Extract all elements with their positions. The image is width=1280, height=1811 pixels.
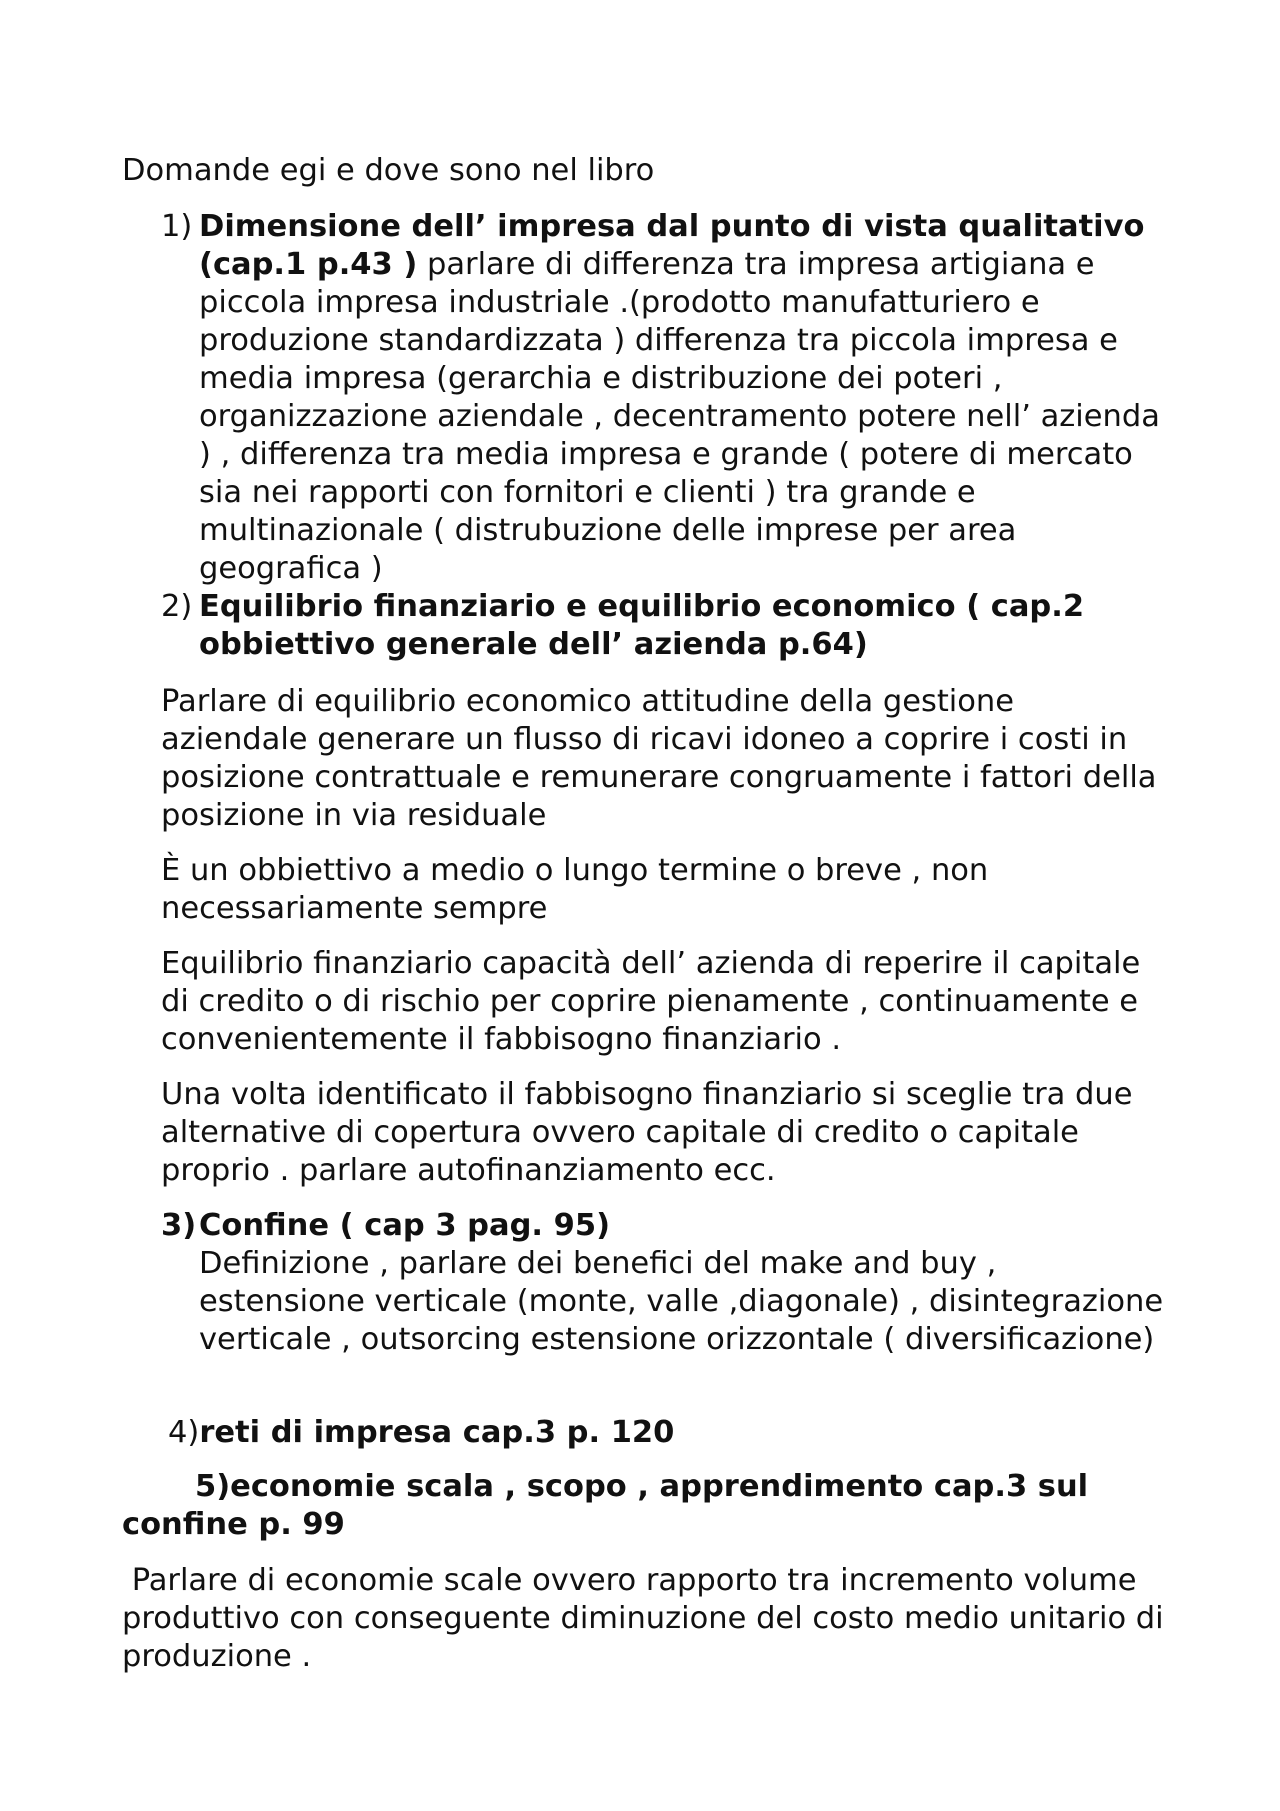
item1-line8: sia nei rapporti con fornitori e clienti ) tra grande e [199, 475, 976, 510]
para5-line1: Parlare di economie scale ovvero rapporto tra incremento volume [122, 1563, 1137, 1598]
para4-line3: proprio . parlare autofinanziamento ecc. [161, 1153, 776, 1188]
item2-heading-line1: Equilibrio finanziario e equilibrio economico ( cap.2 [199, 589, 1085, 624]
list-number-2: 2) [161, 589, 193, 624]
item3-line4: verticale , outsorcing estensione orizzontale ( diversificazione) [199, 1322, 1155, 1357]
para1-line3: posizione contrattuale e remunerare congruamente i fattori della [161, 760, 1157, 795]
item1-heading-line2: (cap.1 p.43 ) [199, 247, 418, 282]
item1-line2 [199, 246, 1095, 284]
item1-line3: piccola impresa industriale .(prodotto manufatturiero e [199, 285, 1040, 320]
item5-heading-line1: 5)economie scala , scopo , apprendimento cap.3 sul [195, 1469, 1089, 1504]
item1-heading-line1: Dimensione dell’ impresa dal punto di vista qualitativo [199, 209, 1145, 244]
item4-line [168, 1414, 674, 1452]
item1-line6: organizzazione aziendale , decentramento potere nell’ azienda [199, 399, 1160, 434]
para4-line2: alternative di copertura ovvero capitale di credito o capitale [161, 1115, 1079, 1150]
item3-line2: Definizione , parlare dei benefici del make and buy , [199, 1246, 997, 1281]
item3-line3: estensione verticale (monte, valle ,diagonale) , disintegrazione [199, 1284, 1164, 1319]
para2-line1: È un obbiettivo a medio o lungo termine o breve , non [161, 853, 989, 888]
item1-line2-text: parlare di differenza tra impresa artigiana e [417, 247, 1095, 282]
para4-line1: Una volta identificato il fabbisogno finanziario si sceglie tra due [161, 1077, 1133, 1112]
para5-line3: produzione . [122, 1639, 312, 1674]
para3-line3: convenientemente il fabbisogno finanziario . [161, 1022, 842, 1057]
list-number-3: 3) [161, 1208, 197, 1243]
item3-heading: Confine ( cap 3 pag. 95) [199, 1208, 611, 1243]
list-number-4: 4) [168, 1415, 200, 1450]
item1-line9: multinazionale ( distrubuzione delle imprese per area [199, 513, 1017, 548]
item1-line10: geografica ) [199, 551, 383, 586]
para5-line2: produttivo con conseguente diminuzione del costo medio unitario di [122, 1601, 1164, 1636]
item5-heading-line2: confine p. 99 [122, 1507, 345, 1542]
para2-line2: necessariamente sempre [161, 891, 548, 926]
para3-line2: di credito o di rischio per coprire pienamente , continuamente e [161, 984, 1139, 1019]
para1-line1: Parlare di equilibrio economico attitudine della gestione [161, 684, 1015, 719]
document-title: Domande egi e dove sono nel libro [122, 153, 655, 188]
list-number-1: 1) [161, 209, 193, 244]
item4-heading: reti di impresa cap.3 p. 120 [199, 1415, 675, 1450]
item1-line7: ) , differenza tra media impresa e grande ( potere di mercato [199, 437, 1133, 472]
para3-line1: Equilibrio finanziario capacità dell’ azienda di reperire il capitale [161, 946, 1141, 981]
item1-line4: produzione standardizzata ) differenza tra piccola impresa e [199, 323, 1118, 358]
item1-line5: media impresa (gerarchia e distribuzione dei poteri , [199, 361, 1003, 396]
para1-line2: aziendale generare un flusso di ricavi idoneo a coprire i costi in [161, 722, 1128, 757]
item2-heading-line2: obbiettivo generale dell’ azienda p.64) [199, 627, 868, 662]
para1-line4: posizione in via residuale [161, 798, 547, 833]
